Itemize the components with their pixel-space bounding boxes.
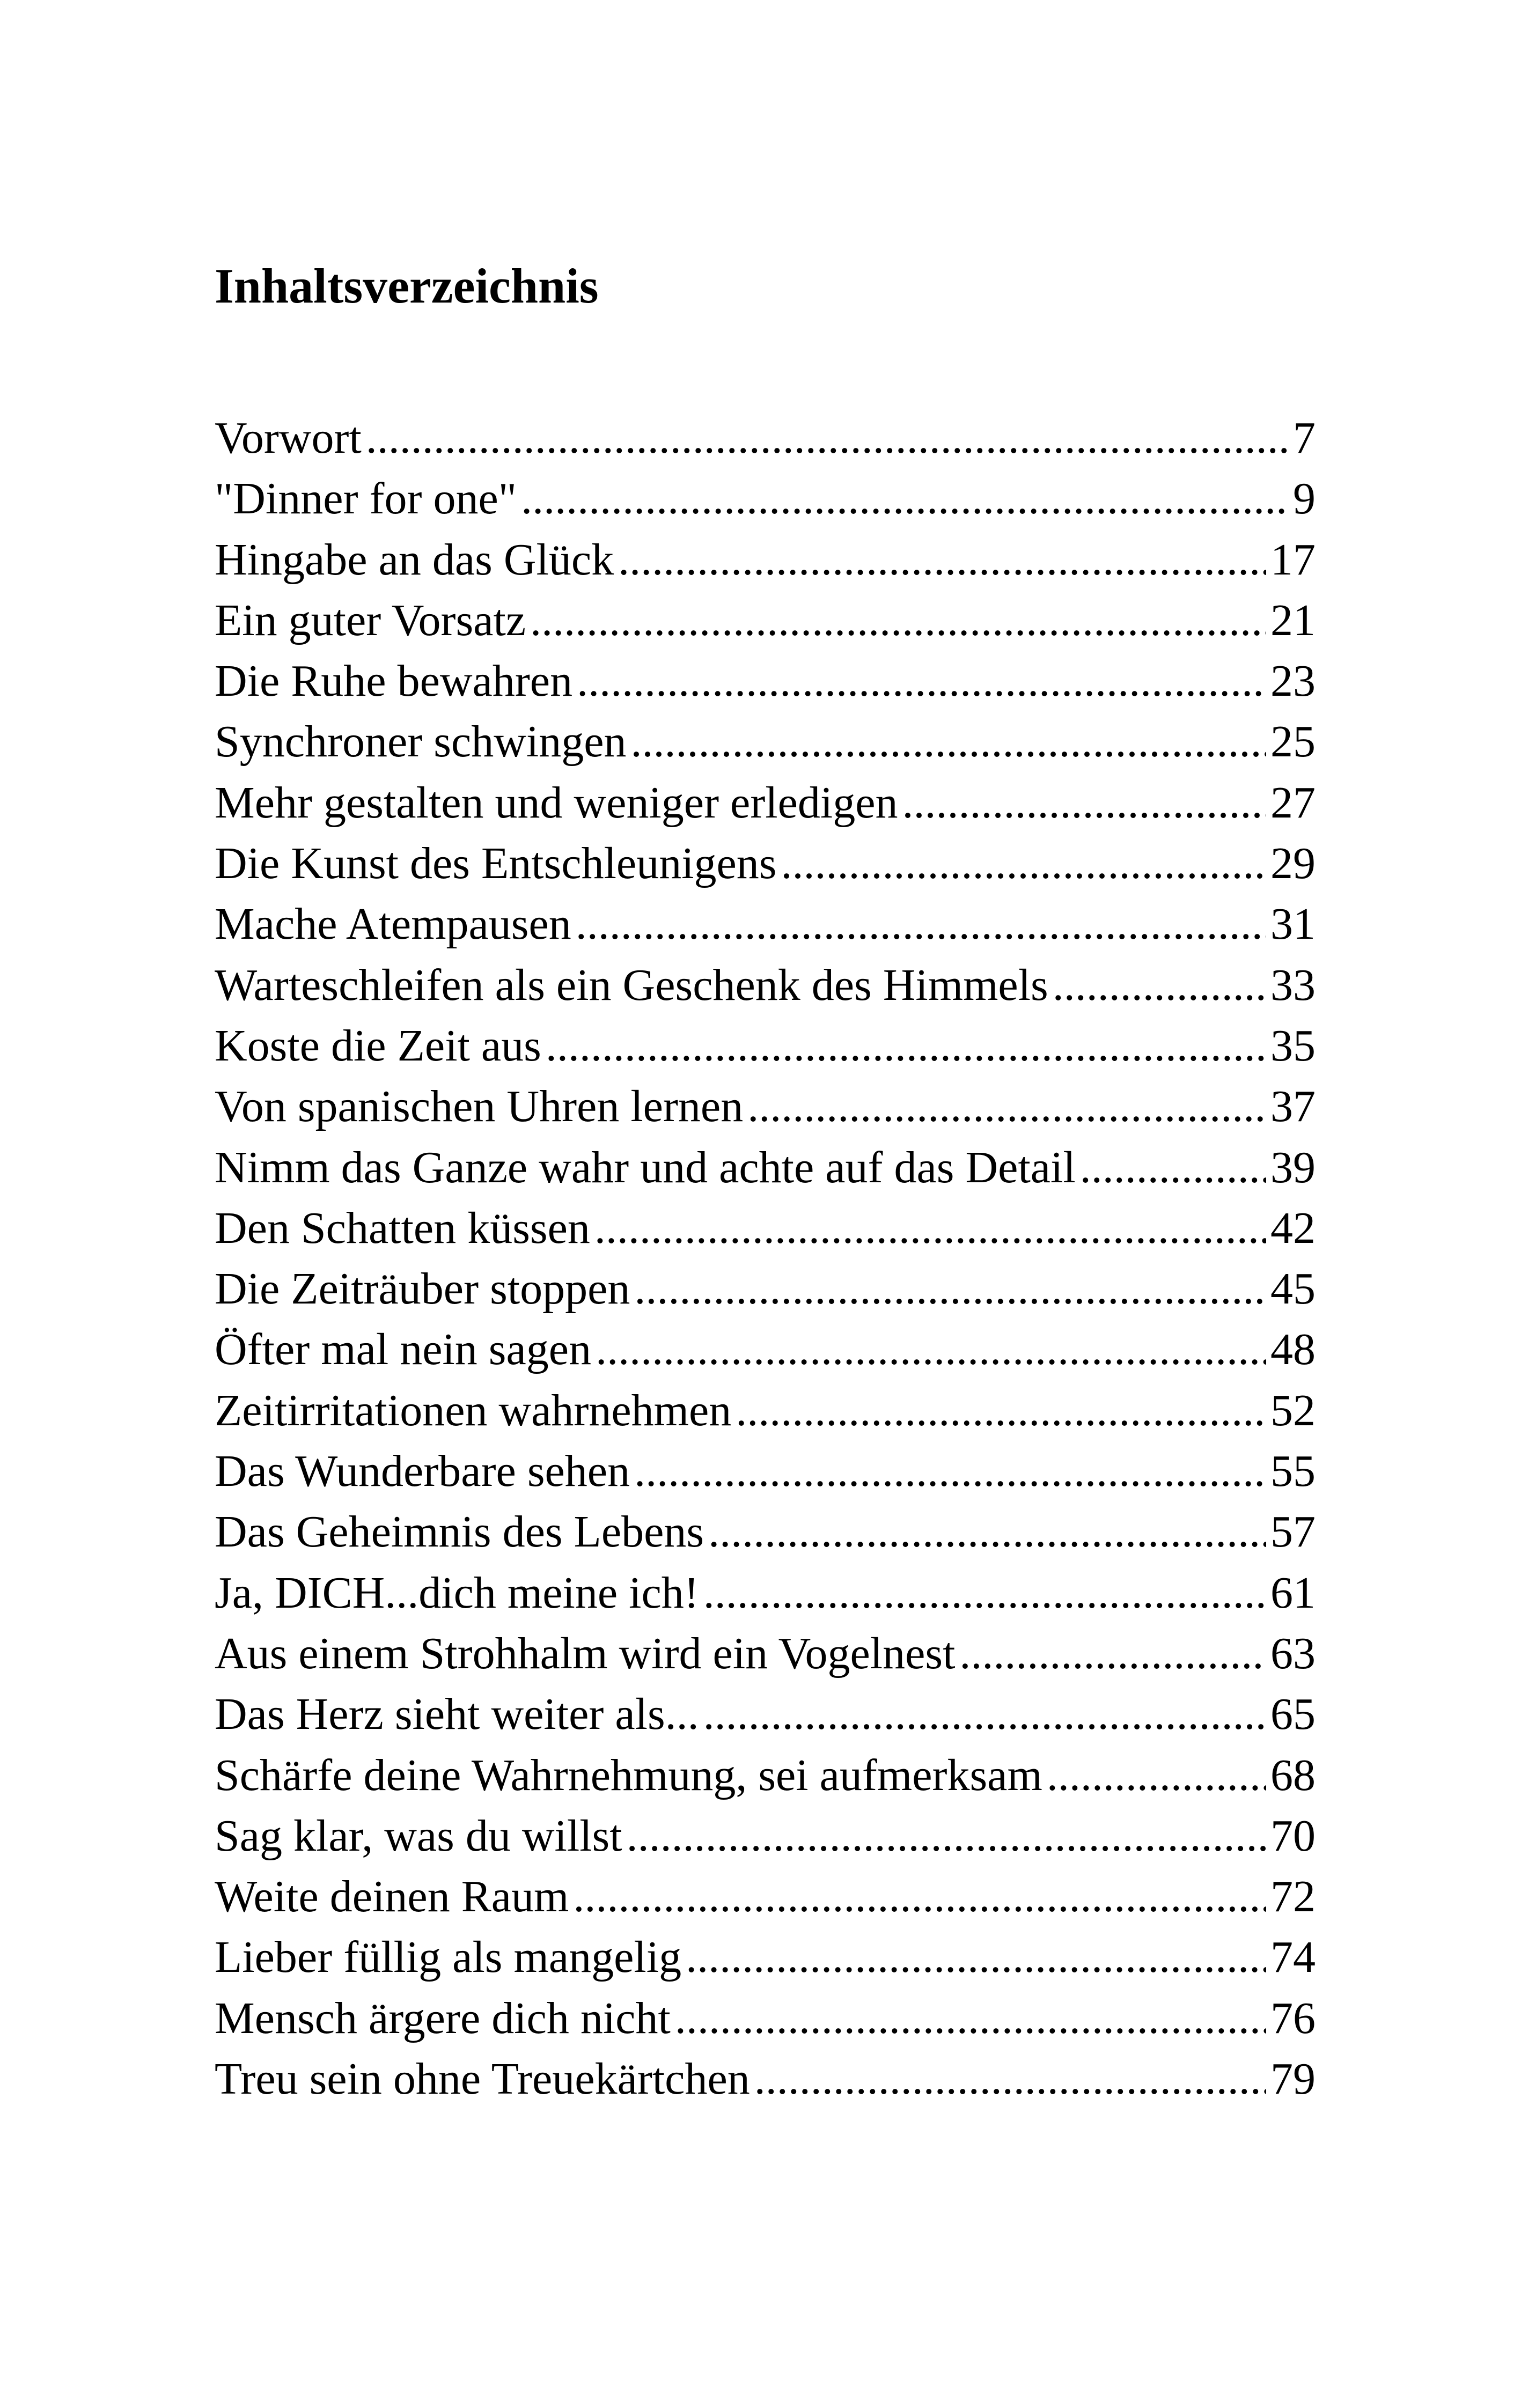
toc-entry-page-number: 35 bbox=[1270, 1020, 1316, 1071]
toc-entry-page-number: 65 bbox=[1270, 1689, 1316, 1740]
toc-entry-page-number: 33 bbox=[1270, 960, 1316, 1010]
dot-leader bbox=[675, 1988, 1266, 2049]
dot-leader bbox=[634, 1258, 1266, 1319]
toc-entry-title: Synchroner schwingen bbox=[215, 717, 627, 767]
toc-entry-title: Mehr gestalten und weniger erledigen bbox=[215, 777, 898, 828]
toc-entry bbox=[215, 1988, 1316, 2049]
toc-entry bbox=[215, 1137, 1316, 1198]
toc-entry-title: Die Kunst des Entschleunigens bbox=[215, 838, 777, 889]
dot-leader bbox=[594, 1198, 1266, 1258]
toc-entry-page-number: 74 bbox=[1270, 1932, 1316, 1983]
toc-entry-title: Treu sein ohne Treuekärtchen bbox=[215, 2054, 750, 2104]
dot-leader bbox=[366, 408, 1289, 468]
toc-entry-title: Hingabe an das Glück bbox=[215, 534, 614, 585]
toc-entry-page-number: 63 bbox=[1270, 1628, 1316, 1678]
toc-entry-title: Schärfe deine Wahrnehmung, sei aufmerksam bbox=[215, 1750, 1042, 1800]
dot-leader bbox=[630, 711, 1266, 772]
toc-entry-page-number: 17 bbox=[1270, 534, 1316, 585]
toc-entry-page-number: 39 bbox=[1270, 1142, 1316, 1192]
toc-entry-title: Vorwort bbox=[215, 413, 362, 463]
toc-entry bbox=[215, 1927, 1316, 1987]
toc-entry bbox=[215, 1258, 1316, 1319]
toc-entry bbox=[215, 529, 1316, 590]
toc-entry-page-number: 55 bbox=[1270, 1446, 1316, 1497]
dot-leader bbox=[576, 894, 1266, 954]
dot-leader bbox=[546, 1015, 1266, 1076]
toc-entry-title: Die Zeiträuber stoppen bbox=[215, 1264, 630, 1314]
toc-entry-title: Lieber füllig als mangelig bbox=[215, 1932, 682, 1983]
toc-entry bbox=[215, 1501, 1316, 1562]
toc-entry-page-number: 76 bbox=[1270, 1993, 1316, 2043]
toc-entry bbox=[215, 894, 1316, 954]
toc-entry-page-number: 68 bbox=[1270, 1750, 1316, 1800]
toc-entry-page-number: 29 bbox=[1270, 838, 1316, 889]
toc-entry-title: Den Schatten küssen bbox=[215, 1203, 590, 1253]
toc-entry-title: Sag klar, was du willst bbox=[215, 1810, 622, 1861]
toc-entry-page-number: 31 bbox=[1270, 899, 1316, 949]
dot-leader bbox=[596, 1319, 1266, 1380]
toc-entry bbox=[215, 2049, 1316, 2109]
toc-entry bbox=[215, 590, 1316, 651]
dot-leader bbox=[530, 590, 1266, 651]
toc-entry-title: Aus einem Strohhalm wird ein Vogelnest bbox=[215, 1628, 956, 1678]
toc-entry bbox=[215, 1198, 1316, 1258]
dot-leader bbox=[1047, 1745, 1266, 1806]
dot-leader bbox=[703, 1563, 1266, 1623]
dot-leader bbox=[627, 1806, 1266, 1866]
toc-entry-title: Mensch ärgere dich nicht bbox=[215, 1993, 671, 2043]
dot-leader bbox=[736, 1380, 1266, 1441]
toc-entry bbox=[215, 1380, 1316, 1441]
toc-entry bbox=[215, 651, 1316, 711]
toc-entry bbox=[215, 711, 1316, 772]
toc-entry-page-number: 42 bbox=[1270, 1203, 1316, 1253]
dot-leader bbox=[781, 833, 1267, 894]
toc-entry bbox=[215, 1806, 1316, 1866]
toc-entry bbox=[215, 955, 1316, 1015]
dot-leader bbox=[754, 2049, 1266, 2109]
toc-entry-title: Öfter mal nein sagen bbox=[215, 1324, 592, 1375]
dot-leader bbox=[634, 1441, 1266, 1501]
toc-entry bbox=[215, 1015, 1316, 1076]
table-of-contents bbox=[215, 408, 1316, 2109]
toc-entry-title: Zeitirritationen wahrnehmen bbox=[215, 1385, 732, 1435]
toc-entry-title: "Dinner for one" bbox=[215, 474, 517, 524]
dot-leader bbox=[1053, 955, 1266, 1015]
toc-entry-title: Ja, DICH...dich meine ich! bbox=[215, 1567, 699, 1618]
dot-leader bbox=[686, 1927, 1266, 1987]
dot-leader bbox=[1080, 1137, 1266, 1198]
toc-entry-title: Nimm das Ganze wahr und achte auf das Detail bbox=[215, 1142, 1076, 1192]
toc-entry bbox=[215, 833, 1316, 894]
toc-entry-title: Das Herz sieht weiter als... bbox=[215, 1689, 699, 1740]
toc-entry-page-number: 25 bbox=[1270, 717, 1316, 767]
toc-entry-page-number: 23 bbox=[1270, 656, 1316, 706]
dot-leader bbox=[618, 529, 1266, 590]
toc-entry bbox=[215, 1563, 1316, 1623]
toc-entry bbox=[215, 1441, 1316, 1501]
dot-leader bbox=[747, 1076, 1266, 1137]
toc-entry-page-number: 52 bbox=[1270, 1385, 1316, 1435]
toc-entry-page-number: 37 bbox=[1270, 1081, 1316, 1132]
toc-entry-page-number: 48 bbox=[1270, 1324, 1316, 1375]
dot-leader bbox=[573, 1866, 1266, 1927]
toc-entry bbox=[215, 1623, 1316, 1684]
toc-entry bbox=[215, 468, 1316, 529]
toc-entry-page-number: 72 bbox=[1270, 1872, 1316, 1922]
dot-leader bbox=[521, 468, 1289, 529]
toc-entry bbox=[215, 1076, 1316, 1137]
page-title: Inhaltsverzeichnis bbox=[215, 259, 599, 313]
toc-entry bbox=[215, 1745, 1316, 1806]
toc-entry-title: Warteschleifen als ein Geschenk des Himmels bbox=[215, 960, 1048, 1010]
toc-entry bbox=[215, 1319, 1316, 1380]
toc-entry-page-number: 27 bbox=[1270, 777, 1316, 828]
dot-leader bbox=[959, 1623, 1266, 1684]
toc-entry-page-number: 70 bbox=[1270, 1810, 1316, 1861]
toc-entry-page-number: 79 bbox=[1270, 2054, 1316, 2104]
toc-entry-page-number: 45 bbox=[1270, 1264, 1316, 1314]
toc-entry-title: Weite deinen Raum bbox=[215, 1872, 569, 1922]
toc-entry-page-number: 7 bbox=[1293, 413, 1316, 463]
toc-entry-page-number: 21 bbox=[1270, 595, 1316, 645]
toc-entry bbox=[215, 1684, 1316, 1744]
toc-entry-page-number: 61 bbox=[1270, 1567, 1316, 1618]
toc-entry-title: Die Ruhe bewahren bbox=[215, 656, 573, 706]
dot-leader bbox=[703, 1684, 1266, 1744]
toc-entry-title: Koste die Zeit aus bbox=[215, 1020, 541, 1071]
toc-entry-page-number: 57 bbox=[1270, 1507, 1316, 1557]
dot-leader bbox=[708, 1501, 1266, 1562]
toc-entry-title: Mache Atempausen bbox=[215, 899, 571, 949]
toc-entry-title: Von spanischen Uhren lernen bbox=[215, 1081, 744, 1132]
toc-entry bbox=[215, 1866, 1316, 1927]
toc-entry bbox=[215, 772, 1316, 833]
toc-entry-title: Ein guter Vorsatz bbox=[215, 595, 526, 645]
toc-entry-title: Das Wunderbare sehen bbox=[215, 1446, 630, 1497]
toc-entry-title: Das Geheimnis des Lebens bbox=[215, 1507, 704, 1557]
toc-entry-page-number: 9 bbox=[1293, 474, 1316, 524]
toc-entry bbox=[215, 408, 1316, 468]
dot-leader bbox=[902, 772, 1266, 833]
dot-leader bbox=[577, 651, 1266, 711]
